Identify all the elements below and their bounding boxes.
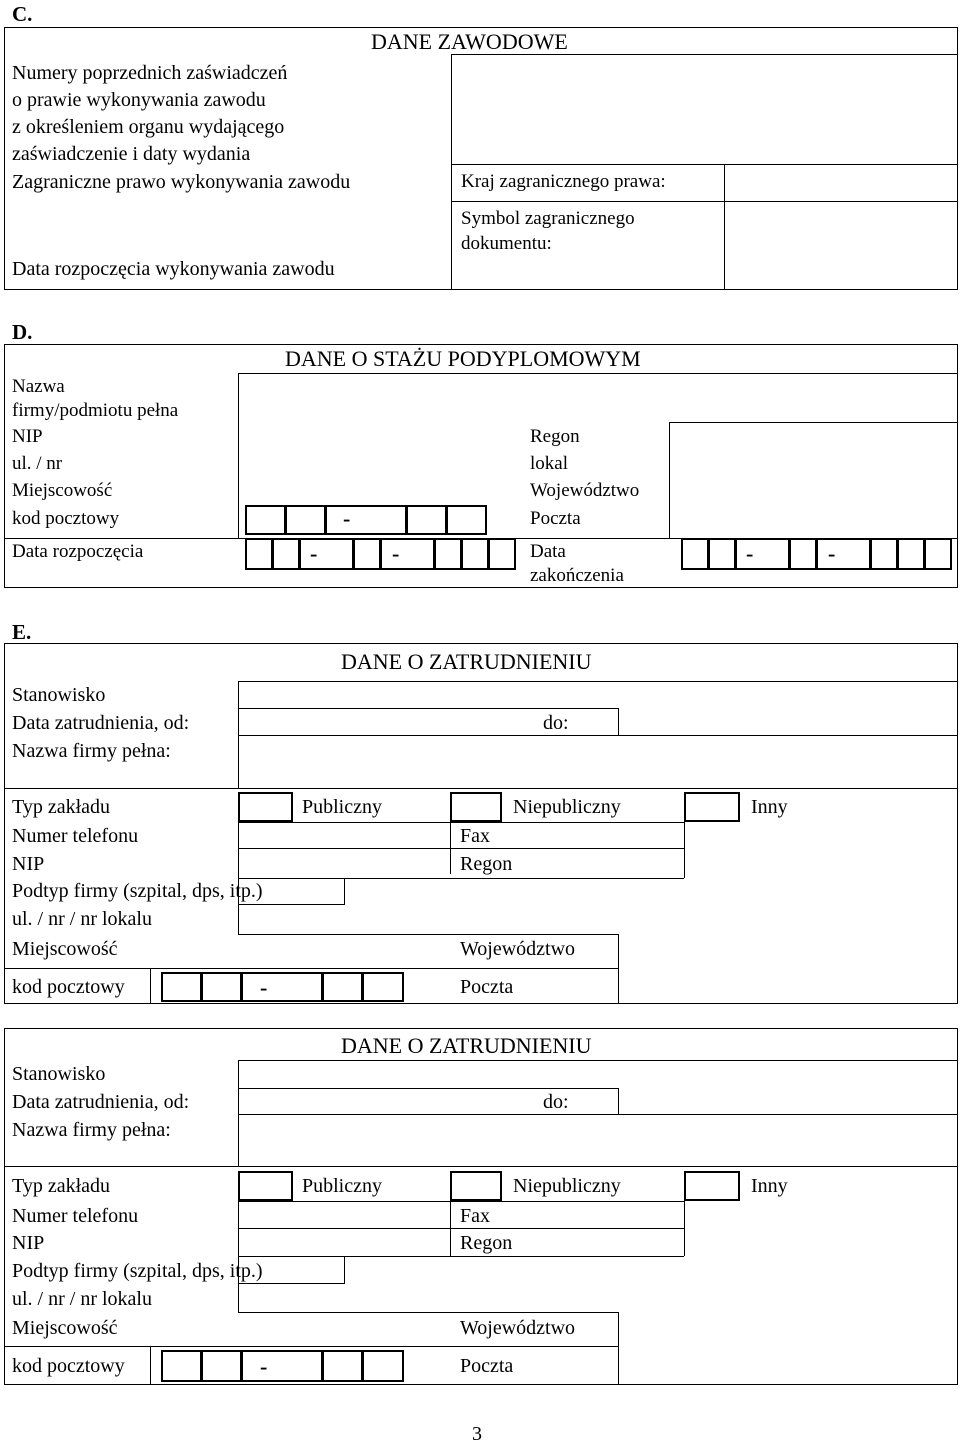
foreign-right-label: Zagraniczne prawo wykonywania zawodu	[12, 171, 351, 193]
voivodeship-label: Województwo	[460, 1317, 576, 1339]
start-date-dash-2: -	[392, 541, 400, 566]
section-d-letter: D.	[12, 320, 33, 344]
employed-from-field[interactable]	[239, 1089, 529, 1114]
company-name-label-2: firmy/podmiotu pełna	[12, 400, 179, 421]
city-label: Miejscowość	[12, 1317, 118, 1339]
symbol-label-2: dokumentu:	[461, 233, 552, 254]
city-label: Miejscowość	[12, 938, 118, 960]
divider	[4, 1166, 958, 1167]
company-name-field[interactable]	[239, 374, 957, 422]
street-field[interactable]	[239, 1284, 957, 1312]
public-label: Publiczny	[302, 1175, 382, 1197]
company-name-label-1: Nazwa	[12, 376, 65, 397]
nip-field[interactable]	[239, 849, 449, 877]
prev-certs-label-2: o prawie wykonywania zawodu	[12, 89, 266, 111]
company-field[interactable]	[239, 1115, 957, 1166]
regon-label: Regon	[530, 426, 580, 447]
city-label: Miejscowość	[12, 480, 113, 501]
start-date-dash-1: -	[310, 541, 318, 566]
post-field[interactable]	[619, 969, 957, 1003]
voivodeship-label: Województwo	[460, 938, 576, 960]
position-label: Stanowisko	[12, 684, 106, 706]
postal-label: kod pocztowy	[12, 976, 125, 998]
nonpublic-checkbox[interactable]	[450, 1171, 502, 1201]
public-checkbox[interactable]	[238, 1171, 293, 1201]
other-checkbox[interactable]	[684, 792, 740, 822]
prev-certs-label-3: z określeniem organu wydającego	[12, 116, 285, 138]
employed-to-field[interactable]	[619, 709, 957, 735]
prev-certs-label-4: zaświadczenie i daty wydania	[12, 143, 251, 165]
street-label: ul. / nr / nr lokalu	[12, 1288, 152, 1310]
section-c-letter: C.	[12, 2, 33, 26]
other-checkbox[interactable]	[684, 1171, 740, 1201]
post-label: Poczta	[530, 508, 581, 529]
post-field[interactable]	[619, 1347, 957, 1384]
employed-from-field[interactable]	[239, 709, 529, 735]
fax-field[interactable]	[685, 1202, 957, 1228]
divider	[150, 1346, 151, 1385]
company-label: Nazwa firmy pełna:	[12, 1119, 171, 1141]
nonpublic-checkbox[interactable]	[450, 792, 502, 822]
nonpublic-label: Niepubliczny	[513, 796, 621, 818]
regon-label: Regon	[460, 853, 513, 875]
public-checkbox[interactable]	[238, 792, 293, 822]
city-field[interactable]	[239, 477, 519, 503]
company-field[interactable]	[239, 736, 957, 788]
phone-field[interactable]	[239, 1202, 449, 1228]
postal-code-field[interactable]	[161, 1350, 408, 1382]
city-field[interactable]	[239, 935, 449, 968]
end-date-field[interactable]	[681, 538, 955, 570]
regon-field[interactable]	[670, 423, 957, 449]
regon-field[interactable]	[685, 1229, 957, 1256]
start-date-label: Data rozpoczęcia	[12, 541, 144, 562]
employed-to-label: do:	[543, 712, 569, 734]
nip-label: NIP	[12, 426, 43, 447]
country-label: Kraj zagranicznego prawa:	[461, 171, 666, 192]
end-date-dash-1: -	[746, 541, 754, 566]
nonpublic-label: Niepubliczny	[513, 1175, 621, 1197]
voivodeship-field[interactable]	[619, 1313, 957, 1346]
type-label: Typ zakładu	[12, 1175, 111, 1197]
position-label: Stanowisko	[12, 1063, 106, 1085]
post-label: Poczta	[460, 1355, 514, 1377]
symbol-field[interactable]	[725, 202, 957, 289]
subtype-field[interactable]	[345, 879, 957, 904]
divider	[150, 968, 151, 1004]
employment-title-2: DANE O ZATRUDNIENIU	[341, 1033, 592, 1058]
start-date-field[interactable]	[245, 538, 517, 570]
post-field[interactable]	[670, 504, 957, 537]
subtype-label: Podtyp firmy (szpital, dps, itp.)	[12, 880, 263, 902]
fax-field[interactable]	[685, 823, 957, 848]
section-d-title: DANE O STAŻU PODYPLOMOWYM	[285, 346, 641, 371]
section-e-letter: E.	[12, 620, 32, 644]
postal-label: kod pocztowy	[12, 1355, 125, 1377]
postal-dash: -	[343, 506, 351, 531]
postal-label: kod pocztowy	[12, 508, 120, 529]
page-number: 3	[472, 1423, 482, 1445]
nip-field[interactable]	[239, 1229, 449, 1256]
nip-field[interactable]	[239, 423, 519, 449]
fax-label: Fax	[460, 1205, 490, 1227]
other-label: Inny	[751, 1175, 788, 1197]
fax-label: Fax	[460, 825, 490, 847]
regon-field[interactable]	[685, 849, 957, 877]
lokal-label: lokal	[530, 453, 568, 474]
employed-to-field[interactable]	[619, 1089, 957, 1114]
divider	[4, 1346, 618, 1347]
nip-label: NIP	[12, 1232, 45, 1254]
subtype-field[interactable]	[345, 1257, 957, 1283]
type-label: Typ zakładu	[12, 796, 111, 818]
start-date-label: Data rozpoczęcia wykonywania zawodu	[12, 258, 335, 280]
divider	[4, 968, 618, 969]
postal-dash: -	[260, 1354, 268, 1379]
position-field[interactable]	[239, 1061, 957, 1088]
section-c-title: DANE ZAWODOWE	[371, 29, 568, 54]
voivodeship-field[interactable]	[619, 935, 957, 968]
regon-label: Regon	[460, 1232, 513, 1254]
phone-field[interactable]	[239, 823, 449, 848]
postal-code-field[interactable]	[161, 972, 408, 1002]
other-label: Inny	[751, 796, 788, 818]
symbol-label-1: Symbol zagranicznego	[461, 208, 635, 229]
subtype-label: Podtyp firmy (szpital, dps, itp.)	[12, 1260, 263, 1282]
employed-from-label: Data zatrudnienia, od:	[12, 712, 190, 734]
country-field[interactable]	[725, 165, 957, 201]
divider	[4, 788, 958, 789]
prev-certs-field[interactable]	[451, 54, 958, 164]
postal-dash: -	[260, 975, 268, 1000]
street-label: ul. / nr	[12, 453, 63, 474]
end-date-label-2: zakończenia	[530, 565, 624, 586]
street-label: ul. / nr / nr lokalu	[12, 908, 152, 930]
post-label: Poczta	[460, 976, 514, 998]
street-field[interactable]	[239, 905, 957, 934]
city-field[interactable]	[239, 1313, 449, 1346]
employed-to-label: do:	[543, 1091, 569, 1113]
lokal-field[interactable]	[670, 450, 957, 476]
employment-title-1: DANE O ZATRUDNIENIU	[341, 649, 592, 674]
end-date-dash-2: -	[828, 541, 836, 566]
nip-label: NIP	[12, 853, 45, 875]
employed-from-label: Data zatrudnienia, od:	[12, 1091, 190, 1113]
street-field[interactable]	[239, 450, 519, 476]
position-field[interactable]	[239, 682, 957, 708]
voivodeship-label: Województwo	[530, 480, 640, 501]
public-label: Publiczny	[302, 796, 382, 818]
end-date-label-1: Data	[530, 541, 566, 562]
prev-certs-label-1: Numery poprzednich zaświadczeń	[12, 62, 288, 84]
voivodeship-field[interactable]	[670, 477, 957, 503]
company-label: Nazwa firmy pełna:	[12, 740, 171, 762]
phone-label: Numer telefonu	[12, 825, 139, 847]
phone-label: Numer telefonu	[12, 1205, 139, 1227]
postal-code-field[interactable]	[245, 505, 491, 535]
